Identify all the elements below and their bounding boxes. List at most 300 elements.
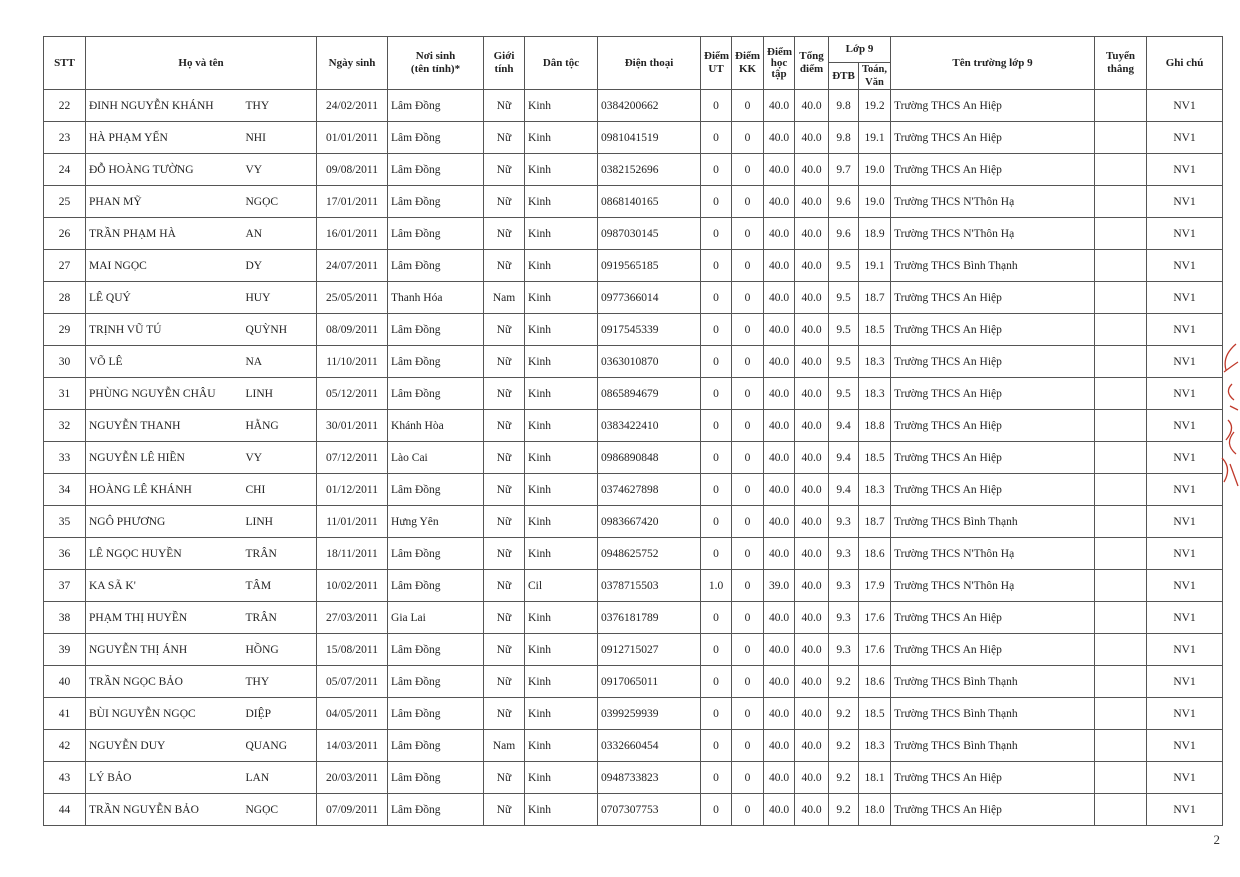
math-lit-score-cell: 18.7: [859, 282, 891, 314]
col-note: Ghi chú: [1147, 37, 1223, 90]
math-lit-score-cell: 18.5: [859, 314, 891, 346]
bonus-score-cell: 0: [732, 474, 764, 506]
gpa-cell: 9.4: [829, 442, 859, 474]
birth-place-cell: Lâm Đồng: [388, 90, 484, 122]
birth-date-cell: 24/07/2011: [317, 250, 388, 282]
direct-admission-cell: [1095, 218, 1147, 250]
note-cell: NV1: [1147, 154, 1223, 186]
family-middle-name-cell: KA SÃ K': [86, 570, 244, 602]
ethnicity-cell: Cil: [525, 570, 598, 602]
family-middle-name-cell: TRỊNH VŨ TÚ: [86, 314, 244, 346]
phone-number-cell: 0983667420: [598, 506, 701, 538]
priority-score-cell: 0: [701, 282, 732, 314]
note-cell: NV1: [1147, 634, 1223, 666]
note-cell: NV1: [1147, 186, 1223, 218]
total-score-cell: 40.0: [795, 314, 829, 346]
given-name-cell: NGỌC: [244, 794, 317, 826]
bonus-score-cell: 0: [732, 122, 764, 154]
phone-number-cell: 0363010870: [598, 346, 701, 378]
total-score-cell: 40.0: [795, 442, 829, 474]
note-cell: NV1: [1147, 314, 1223, 346]
gpa-cell: 9.5: [829, 282, 859, 314]
gender-cell: Nữ: [484, 442, 525, 474]
gpa-cell: 9.3: [829, 538, 859, 570]
study-score-cell: 40.0: [764, 730, 795, 762]
row-number-cell: 28: [44, 282, 86, 314]
gender-cell: Nữ: [484, 698, 525, 730]
math-lit-score-cell: 18.7: [859, 506, 891, 538]
ethnicity-cell: Kinh: [525, 282, 598, 314]
priority-score-cell: 0: [701, 410, 732, 442]
ethnicity-cell: Kinh: [525, 314, 598, 346]
family-middle-name-cell: LÝ BẢO: [86, 762, 244, 794]
given-name-cell: QUỲNH: [244, 314, 317, 346]
bonus-score-cell: 0: [732, 90, 764, 122]
math-lit-score-cell: 17.6: [859, 634, 891, 666]
phone-number-cell: 0383422410: [598, 410, 701, 442]
study-score-cell: 40.0: [764, 442, 795, 474]
note-cell: NV1: [1147, 730, 1223, 762]
given-name-cell: HUY: [244, 282, 317, 314]
family-middle-name-cell: HÀ PHẠM YẾN: [86, 122, 244, 154]
gender-cell: Nữ: [484, 506, 525, 538]
phone-number-cell: 0917545339: [598, 314, 701, 346]
gender-cell: Nữ: [484, 794, 525, 826]
note-cell: NV1: [1147, 378, 1223, 410]
bonus-score-cell: 0: [732, 378, 764, 410]
priority-score-cell: 0: [701, 378, 732, 410]
math-lit-score-cell: 19.0: [859, 154, 891, 186]
gender-cell: Nữ: [484, 762, 525, 794]
total-score-cell: 40.0: [795, 730, 829, 762]
ethnicity-cell: Kinh: [525, 698, 598, 730]
ethnicity-cell: Kinh: [525, 346, 598, 378]
birth-date-cell: 09/08/2011: [317, 154, 388, 186]
note-cell: NV1: [1147, 666, 1223, 698]
ethnicity-cell: Kinh: [525, 410, 598, 442]
school-name-cell: Trường THCS An Hiệp: [891, 378, 1095, 410]
table-row: [44, 538, 1223, 570]
study-score-cell: 40.0: [764, 122, 795, 154]
note-cell: NV1: [1147, 794, 1223, 826]
family-middle-name-cell: ĐỖ HOÀNG TƯỜNG: [86, 154, 244, 186]
study-score-cell: 40.0: [764, 154, 795, 186]
given-name-cell: HỒNG: [244, 634, 317, 666]
school-name-cell: Trường THCS Bình Thạnh: [891, 666, 1095, 698]
gender-cell: Nữ: [484, 90, 525, 122]
note-cell: NV1: [1147, 282, 1223, 314]
ethnicity-cell: Kinh: [525, 730, 598, 762]
phone-number-cell: 0981041519: [598, 122, 701, 154]
school-name-cell: Trường THCS An Hiệp: [891, 442, 1095, 474]
bonus-score-cell: 0: [732, 410, 764, 442]
family-middle-name-cell: NGUYỄN THANH: [86, 410, 244, 442]
math-lit-score-cell: 18.3: [859, 474, 891, 506]
note-cell: NV1: [1147, 442, 1223, 474]
birth-place-cell: Gia Lai: [388, 602, 484, 634]
birth-place-cell: Thanh Hóa: [388, 282, 484, 314]
bonus-score-cell: 0: [732, 314, 764, 346]
table-row: [44, 442, 1223, 474]
phone-number-cell: 0399259939: [598, 698, 701, 730]
math-lit-score-cell: 19.1: [859, 122, 891, 154]
note-cell: NV1: [1147, 218, 1223, 250]
direct-admission-cell: [1095, 250, 1147, 282]
total-score-cell: 40.0: [795, 794, 829, 826]
table-row: [44, 378, 1223, 410]
study-score-cell: 40.0: [764, 762, 795, 794]
direct-admission-cell: [1095, 666, 1147, 698]
row-number-cell: 25: [44, 186, 86, 218]
given-name-cell: THY: [244, 90, 317, 122]
phone-number-cell: 0384200662: [598, 90, 701, 122]
student-list-table: [43, 36, 1223, 826]
total-score-cell: 40.0: [795, 410, 829, 442]
table-row: [44, 666, 1223, 698]
math-lit-score-cell: 18.3: [859, 730, 891, 762]
direct-admission-cell: [1095, 346, 1147, 378]
priority-score-cell: 1.0: [701, 570, 732, 602]
study-score-cell: 40.0: [764, 186, 795, 218]
stamp-strokes: [1222, 344, 1238, 486]
direct-admission-cell: [1095, 410, 1147, 442]
birth-place-cell: Lào Cai: [388, 442, 484, 474]
family-middle-name-cell: VÕ LÊ: [86, 346, 244, 378]
col-study-score: Điểm học tập: [764, 37, 795, 90]
family-middle-name-cell: PHẠM THỊ HUYỀN: [86, 602, 244, 634]
bonus-score-cell: 0: [732, 730, 764, 762]
study-score-cell: 40.0: [764, 474, 795, 506]
row-number-cell: 23: [44, 122, 86, 154]
given-name-cell: NGỌC: [244, 186, 317, 218]
ethnicity-cell: Kinh: [525, 378, 598, 410]
birth-place-cell: Lâm Đồng: [388, 346, 484, 378]
gpa-cell: 9.3: [829, 602, 859, 634]
study-score-cell: 40.0: [764, 218, 795, 250]
total-score-cell: 40.0: [795, 474, 829, 506]
math-lit-score-cell: 18.6: [859, 666, 891, 698]
gender-cell: Nữ: [484, 250, 525, 282]
table-row: [44, 314, 1223, 346]
note-cell: NV1: [1147, 762, 1223, 794]
birth-place-cell: Khánh Hòa: [388, 410, 484, 442]
gpa-cell: 9.4: [829, 474, 859, 506]
gender-cell: Nữ: [484, 570, 525, 602]
school-name-cell: Trường THCS N'Thôn Hạ: [891, 186, 1095, 218]
gpa-cell: 9.3: [829, 634, 859, 666]
note-cell: NV1: [1147, 698, 1223, 730]
total-score-cell: 40.0: [795, 218, 829, 250]
bonus-score-cell: 0: [732, 442, 764, 474]
note-cell: NV1: [1147, 250, 1223, 282]
note-cell: NV1: [1147, 474, 1223, 506]
study-score-cell: 40.0: [764, 506, 795, 538]
math-lit-score-cell: 19.1: [859, 250, 891, 282]
bonus-score-cell: 0: [732, 698, 764, 730]
family-middle-name-cell: LÊ QUÝ: [86, 282, 244, 314]
total-score-cell: 40.0: [795, 154, 829, 186]
school-name-cell: Trường THCS An Hiệp: [891, 90, 1095, 122]
birth-date-cell: 16/01/2011: [317, 218, 388, 250]
birth-date-cell: 15/08/2011: [317, 634, 388, 666]
phone-number-cell: 0332660454: [598, 730, 701, 762]
math-lit-score-cell: 19.0: [859, 186, 891, 218]
row-number-cell: 30: [44, 346, 86, 378]
school-name-cell: Trường THCS N'Thôn Hạ: [891, 538, 1095, 570]
total-score-cell: 40.0: [795, 698, 829, 730]
direct-admission-cell: [1095, 474, 1147, 506]
gpa-cell: 9.4: [829, 410, 859, 442]
school-name-cell: Trường THCS An Hiệp: [891, 346, 1095, 378]
ethnicity-cell: Kinh: [525, 154, 598, 186]
total-score-cell: 40.0: [795, 506, 829, 538]
row-number-cell: 31: [44, 378, 86, 410]
gender-cell: Nữ: [484, 474, 525, 506]
priority-score-cell: 0: [701, 186, 732, 218]
direct-admission-cell: [1095, 442, 1147, 474]
gpa-cell: 9.6: [829, 218, 859, 250]
gpa-cell: 9.8: [829, 122, 859, 154]
birth-date-cell: 10/02/2011: [317, 570, 388, 602]
gpa-cell: 9.5: [829, 314, 859, 346]
gender-cell: Nữ: [484, 378, 525, 410]
total-score-cell: 40.0: [795, 570, 829, 602]
math-lit-score-cell: 18.3: [859, 346, 891, 378]
gpa-cell: 9.5: [829, 346, 859, 378]
phone-number-cell: 0912715027: [598, 634, 701, 666]
given-name-cell: TRÂN: [244, 602, 317, 634]
bonus-score-cell: 0: [732, 154, 764, 186]
priority-score-cell: 0: [701, 474, 732, 506]
school-name-cell: Trường THCS Bình Thạnh: [891, 506, 1095, 538]
bonus-score-cell: 0: [732, 634, 764, 666]
birth-place-cell: Lâm Đồng: [388, 122, 484, 154]
note-cell: NV1: [1147, 410, 1223, 442]
red-stamp-mark: [1212, 336, 1240, 494]
birth-place-cell: Lâm Đồng: [388, 538, 484, 570]
study-score-cell: 40.0: [764, 666, 795, 698]
family-middle-name-cell: ĐINH NGUYỄN KHÁNH: [86, 90, 244, 122]
given-name-cell: LINH: [244, 378, 317, 410]
priority-score-cell: 0: [701, 538, 732, 570]
bonus-score-cell: 0: [732, 666, 764, 698]
birth-date-cell: 07/09/2011: [317, 794, 388, 826]
birth-date-cell: 24/02/2011: [317, 90, 388, 122]
school-name-cell: Trường THCS An Hiệp: [891, 602, 1095, 634]
birth-date-cell: 04/05/2011: [317, 698, 388, 730]
row-number-cell: 22: [44, 90, 86, 122]
birth-place-cell: Lâm Đồng: [388, 314, 484, 346]
gpa-cell: 9.3: [829, 506, 859, 538]
row-number-cell: 33: [44, 442, 86, 474]
school-name-cell: Trường THCS N'Thôn Hạ: [891, 218, 1095, 250]
family-middle-name-cell: MAI NGỌC: [86, 250, 244, 282]
gender-cell: Nữ: [484, 346, 525, 378]
table-row: [44, 410, 1223, 442]
table-row: [44, 186, 1223, 218]
gpa-cell: 9.2: [829, 794, 859, 826]
total-score-cell: 40.0: [795, 378, 829, 410]
direct-admission-cell: [1095, 122, 1147, 154]
note-cell: NV1: [1147, 122, 1223, 154]
school-name-cell: Trường THCS Bình Thạnh: [891, 698, 1095, 730]
school-name-cell: Trường THCS An Hiệp: [891, 282, 1095, 314]
bonus-score-cell: 0: [732, 186, 764, 218]
birth-date-cell: 25/05/2011: [317, 282, 388, 314]
col-total-score: Tổng điểm: [795, 37, 829, 90]
priority-score-cell: 0: [701, 250, 732, 282]
given-name-cell: NHI: [244, 122, 317, 154]
col-gender: Giới tính: [484, 37, 525, 90]
direct-admission-cell: [1095, 570, 1147, 602]
school-name-cell: Trường THCS An Hiệp: [891, 154, 1095, 186]
family-middle-name-cell: NGÔ PHƯƠNG: [86, 506, 244, 538]
family-middle-name-cell: TRẦN NGỌC BẢO: [86, 666, 244, 698]
birth-date-cell: 05/12/2011: [317, 378, 388, 410]
row-number-cell: 24: [44, 154, 86, 186]
table-row: [44, 762, 1223, 794]
gender-cell: Nữ: [484, 218, 525, 250]
row-number-cell: 41: [44, 698, 86, 730]
given-name-cell: TRÂN: [244, 538, 317, 570]
birth-date-cell: 07/12/2011: [317, 442, 388, 474]
bonus-score-cell: 0: [732, 218, 764, 250]
gender-cell: Nam: [484, 282, 525, 314]
family-middle-name-cell: NGUYỄN LÊ HIỀN: [86, 442, 244, 474]
phone-number-cell: 0977366014: [598, 282, 701, 314]
phone-number-cell: 0865894679: [598, 378, 701, 410]
birth-place-cell: Lâm Đồng: [388, 730, 484, 762]
total-score-cell: 40.0: [795, 186, 829, 218]
school-name-cell: Trường THCS An Hiệp: [891, 474, 1095, 506]
given-name-cell: QUANG: [244, 730, 317, 762]
gpa-cell: 9.2: [829, 666, 859, 698]
total-score-cell: 40.0: [795, 538, 829, 570]
total-score-cell: 40.0: [795, 122, 829, 154]
note-cell: NV1: [1147, 90, 1223, 122]
school-name-cell: Trường THCS N'Thôn Hạ: [891, 570, 1095, 602]
row-number-cell: 34: [44, 474, 86, 506]
gender-cell: Nữ: [484, 538, 525, 570]
col-direct-admission: Tuyển thẳng: [1095, 37, 1147, 90]
birth-date-cell: 01/12/2011: [317, 474, 388, 506]
phone-number-cell: 0986890848: [598, 442, 701, 474]
row-number-cell: 27: [44, 250, 86, 282]
study-score-cell: 40.0: [764, 634, 795, 666]
col-math-lit: Toán, Văn: [859, 63, 891, 90]
row-number-cell: 42: [44, 730, 86, 762]
study-score-cell: 40.0: [764, 90, 795, 122]
table-row: [44, 634, 1223, 666]
priority-score-cell: 0: [701, 730, 732, 762]
table-row: [44, 154, 1223, 186]
priority-score-cell: 0: [701, 90, 732, 122]
col-phone: Điện thoại: [598, 37, 701, 90]
table-row: [44, 346, 1223, 378]
birth-place-cell: Lâm Đồng: [388, 762, 484, 794]
math-lit-score-cell: 18.0: [859, 794, 891, 826]
row-number-cell: 29: [44, 314, 86, 346]
table-header: [44, 37, 1223, 90]
math-lit-score-cell: 18.6: [859, 538, 891, 570]
ethnicity-cell: Kinh: [525, 90, 598, 122]
priority-score-cell: 0: [701, 602, 732, 634]
priority-score-cell: 0: [701, 314, 732, 346]
given-name-cell: LAN: [244, 762, 317, 794]
stamp-icon: [1212, 336, 1240, 494]
math-lit-score-cell: 18.5: [859, 698, 891, 730]
col-gpa: ĐTB: [829, 63, 859, 90]
study-score-cell: 40.0: [764, 282, 795, 314]
row-number-cell: 37: [44, 570, 86, 602]
bonus-score-cell: 0: [732, 602, 764, 634]
study-score-cell: 40.0: [764, 794, 795, 826]
family-middle-name-cell: TRẦN PHẠM HÀ: [86, 218, 244, 250]
total-score-cell: 40.0: [795, 90, 829, 122]
table-row: [44, 730, 1223, 762]
given-name-cell: NA: [244, 346, 317, 378]
note-cell: NV1: [1147, 506, 1223, 538]
col-priority-score: Điểm UT: [701, 37, 732, 90]
table-row: [44, 506, 1223, 538]
family-middle-name-cell: PHÙNG NGUYỄN CHÂU: [86, 378, 244, 410]
gender-cell: Nữ: [484, 602, 525, 634]
gpa-cell: 9.5: [829, 378, 859, 410]
family-middle-name-cell: NGUYỄN THỊ ÁNH: [86, 634, 244, 666]
math-lit-score-cell: 19.2: [859, 90, 891, 122]
ethnicity-cell: Kinh: [525, 762, 598, 794]
direct-admission-cell: [1095, 506, 1147, 538]
direct-admission-cell: [1095, 154, 1147, 186]
note-cell: NV1: [1147, 570, 1223, 602]
given-name-cell: DY: [244, 250, 317, 282]
priority-score-cell: 0: [701, 666, 732, 698]
row-number-cell: 43: [44, 762, 86, 794]
gender-cell: Nữ: [484, 634, 525, 666]
row-number-cell: 26: [44, 218, 86, 250]
table-body: [44, 90, 1223, 826]
phone-number-cell: 0707307753: [598, 794, 701, 826]
direct-admission-cell: [1095, 794, 1147, 826]
ethnicity-cell: Kinh: [525, 474, 598, 506]
family-middle-name-cell: PHAN MỸ: [86, 186, 244, 218]
phone-number-cell: 0919565185: [598, 250, 701, 282]
birth-date-cell: 14/03/2011: [317, 730, 388, 762]
birth-place-cell: Lâm Đồng: [388, 634, 484, 666]
bonus-score-cell: 0: [732, 762, 764, 794]
math-lit-score-cell: 18.5: [859, 442, 891, 474]
birth-date-cell: 08/09/2011: [317, 314, 388, 346]
total-score-cell: 40.0: [795, 634, 829, 666]
total-score-cell: 40.0: [795, 250, 829, 282]
school-name-cell: Trường THCS An Hiệp: [891, 762, 1095, 794]
family-middle-name-cell: BÙI NGUYỄN NGỌC: [86, 698, 244, 730]
total-score-cell: 40.0: [795, 602, 829, 634]
gpa-cell: 9.2: [829, 698, 859, 730]
phone-number-cell: 0987030145: [598, 218, 701, 250]
study-score-cell: 40.0: [764, 538, 795, 570]
math-lit-score-cell: 18.1: [859, 762, 891, 794]
ethnicity-cell: Kinh: [525, 666, 598, 698]
table-row: [44, 250, 1223, 282]
bonus-score-cell: 0: [732, 282, 764, 314]
row-number-cell: 40: [44, 666, 86, 698]
col-school-name: Tên trường lớp 9: [891, 37, 1095, 90]
priority-score-cell: 0: [701, 634, 732, 666]
col-birth-place: Nơi sinh (tên tỉnh)*: [388, 37, 484, 90]
study-score-cell: 40.0: [764, 698, 795, 730]
table-row: [44, 474, 1223, 506]
